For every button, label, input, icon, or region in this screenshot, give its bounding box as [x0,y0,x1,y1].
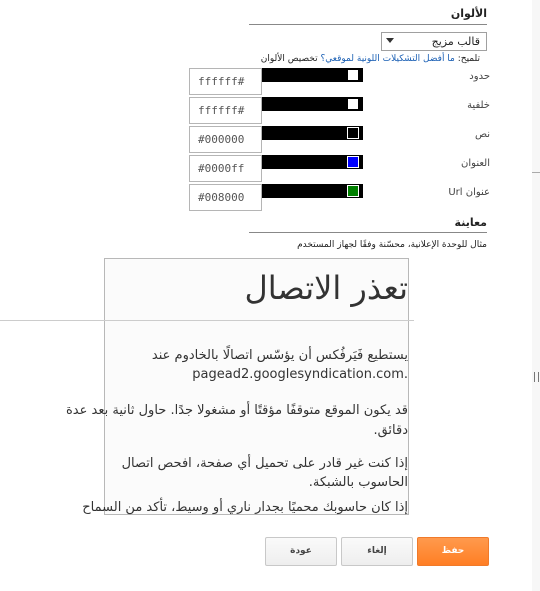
back-button[interactable]: عودة [265,537,337,566]
row-label-url: عنوان Url [448,187,490,198]
template-select-value: قالب مزيج [431,35,480,48]
color-swatch-url[interactable] [347,185,359,197]
error-text-6: الحاسوب بالشبكة. [308,475,408,490]
color-input-title[interactable]: #0000ff [189,155,262,182]
error-text-1: يستطيع فَيَرفُكس أن يؤسّس اتصالًا بالخادوم عند [151,348,408,363]
color-input-text[interactable]: #000000 [189,126,262,153]
scrollbar-edge [532,172,540,173]
row-label-borders: حدود [469,71,490,82]
hint-link[interactable]: ما أفضل التشكيلات اللونية لموقعي؟ [320,54,455,64]
chevron-down-icon [386,38,394,43]
preview-divider [249,232,487,233]
color-row-text [189,126,489,155]
row-label-title: العنوان [461,158,490,169]
error-text-3: قد يكون الموقع متوقفًا مؤقتًا أو مشغولا جدًا. حاول ثانية بعد عدة [66,403,408,418]
color-row-borders [189,68,489,97]
preview-section-title: معاينة [454,216,487,229]
color-swatch-borders[interactable] [347,69,359,81]
color-input-background[interactable]: ffffff# [189,97,262,124]
cancel-button[interactable]: إلغاء [341,537,413,566]
page-scrollbar[interactable] [532,0,540,591]
scrollbar-grip-icon[interactable] [534,372,539,382]
error-text-4: دقائق. [373,423,408,438]
row-label-text: نص [474,129,490,140]
error-text-7: إذا كان حاسوبك محميًا بجدار ناري أو وسيط، تأكد من السماح [82,500,408,515]
save-button[interactable]: حفظ [417,537,489,566]
color-swatch-text[interactable] [347,127,359,139]
color-row-url [189,184,489,213]
colors-hint [261,54,480,64]
colors-section-title: الألوان [450,7,487,20]
row-label-background: خلفية [467,100,490,111]
template-select[interactable] [381,32,487,51]
error-heading: تعذر الاتصال [244,269,408,307]
customize-colors-link[interactable]: تخصيص الألوان [260,54,318,64]
hint-prefix: تلميح: [457,54,480,64]
color-input-url[interactable]: #008000 [189,184,262,211]
color-row-background [189,97,489,126]
preview-caption: مثال للوحدة الإعلانية، محسّنة وفقًا لجهاز المستخدم [297,240,487,250]
colors-divider [249,24,487,25]
error-text-5: إذا كنت غير قادر على تحميل أي صفحة، افحص اتصال [121,456,408,471]
error-divider [0,320,414,321]
color-input-borders[interactable]: ffffff# [189,68,262,95]
color-row-title [189,155,489,184]
color-swatch-background[interactable] [347,98,359,110]
color-swatch-title[interactable] [347,156,359,168]
ad-preview-frame [66,258,409,515]
error-text-2: pagead2.googlesyndication.com. [192,367,408,382]
